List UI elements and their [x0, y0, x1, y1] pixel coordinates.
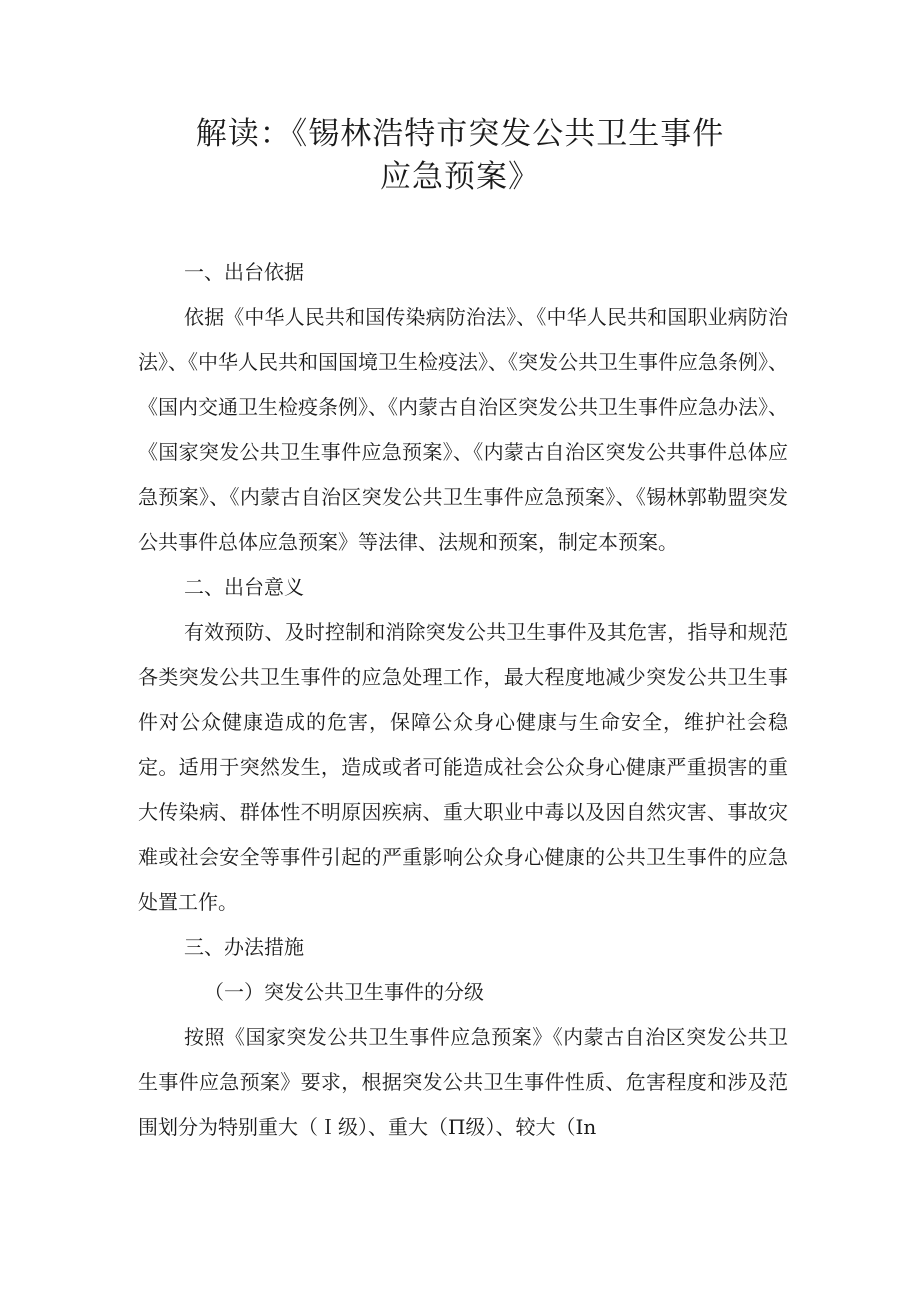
document-title-line-2: 应急预案》 [380, 159, 540, 195]
subheading-classification: （一）突发公共卫生事件的分级 [204, 980, 484, 1004]
document-body [138, 250, 788, 1150]
section-heading-basis: 一、出台依据 [184, 260, 304, 284]
paragraph-basis: 依据《中华人民共和国传染病防治法》、《中华人民共和国职业病防治法》、《中华人民共和国国境卫生检疫法》、《突发公共卫生事件应急条例》、《国内交通卫生检疫条例》、《内蒙古自治区突发公共卫生事件应急办法》、《国家突发公共卫生事件应急预案》、《内蒙古自治区突发公共事件总体应急预案》、《内蒙古自治区突发公共卫生事件应急预案》、《锡林郭勒盟突发公共事件总体应急预案》等法律、法规和预案，制定本预案。 [138, 305, 788, 554]
paragraph-significance: 有效预防、及时控制和消除突发公共卫生事件及其危害，指导和规范各类突发公共卫生事件的应急处理工作，最大程度地减少突发公共卫生事件对公众健康造成的危害，保障公众身心健康与生命安全，维护社会稳定。适用于突然发生，造成或者可能造成社会公众身心健康严重损害的重大传染病、群体性不明原因疾病、重大职业中毒以及因自然灾害、事故灾难或社会安全等事件引起的严重影响公众身心健康的公共卫生事件的应急处置工作。 [138, 620, 788, 914]
section-heading-significance: 二、出台意义 [184, 575, 304, 599]
paragraph-classification: 按照《国家突发公共卫生事件应急预案》《内蒙古自治区突发公共卫生事件应急预案》要求，根据突发公共卫生事件性质、危害程度和涉及范围划分为特别重大（Ｉ级）、重大（Π级）、较大（In [138, 1025, 788, 1139]
section-heading-measures: 三、办法措施 [184, 935, 304, 959]
document-title-line-1: 解读：《锡林浩特市突发公共卫生事件 [195, 116, 725, 152]
